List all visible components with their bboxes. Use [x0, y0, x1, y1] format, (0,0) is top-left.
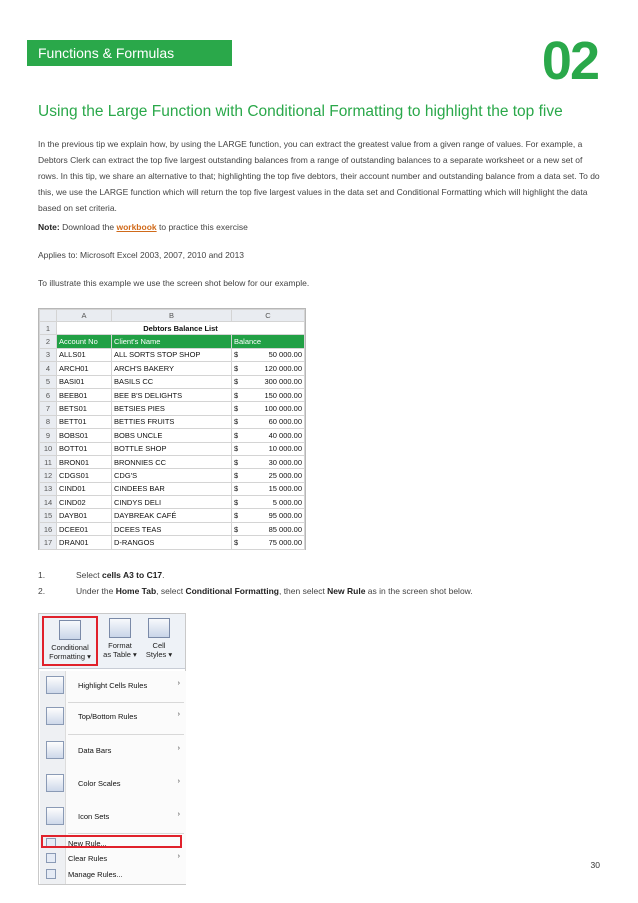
- account-cell: BOBS01: [57, 429, 112, 442]
- header-balance: Balance: [232, 335, 305, 348]
- menu-item-label: Color Scales: [78, 779, 121, 788]
- client-name-cell: DCEES TEAS: [112, 522, 232, 535]
- title-row: [40, 322, 305, 335]
- table-row: [40, 415, 305, 428]
- row-number: 7: [40, 402, 57, 415]
- table-row: [40, 402, 305, 415]
- step-number: 1.: [38, 570, 46, 580]
- button-label: Format: [108, 641, 132, 650]
- row-number: 6: [40, 388, 57, 401]
- conditional-formatting-menu: [40, 671, 186, 884]
- table-row: [40, 522, 305, 535]
- step-text: Select cells A3 to C17.: [76, 570, 165, 580]
- account-cell: ALLS01: [57, 348, 112, 361]
- menu-item-manage-rules[interactable]: [40, 867, 186, 881]
- account-cell: DAYB01: [57, 509, 112, 522]
- step-text: Under the Home Tab, select Conditional Formatting, then select New Rule as in the screen shot below.: [76, 586, 473, 596]
- client-name-cell: BOTTLE SHOP: [112, 442, 232, 455]
- account-cell: DRAN01: [57, 536, 112, 549]
- balance-cell: 60 000.00: [244, 415, 305, 428]
- account-cell: BASI01: [57, 375, 112, 388]
- row-number: 4: [40, 362, 57, 375]
- table-row: [40, 482, 305, 495]
- note-paragraph: [38, 219, 600, 235]
- row-number: 1: [40, 322, 57, 335]
- clear-rules-icon: [46, 853, 56, 863]
- client-name-cell: BETTIES FRUITS: [112, 415, 232, 428]
- account-cell: BEEB01: [57, 388, 112, 401]
- highlight-cells-icon: [46, 676, 64, 694]
- menu-item-icon-sets[interactable]: [40, 804, 186, 830]
- table-row: [40, 496, 305, 509]
- balance-cell: 300 000.00: [244, 375, 305, 388]
- color-scales-icon: [46, 774, 64, 792]
- menu-item-label: Highlight Cells Rules: [78, 681, 148, 690]
- balance-cell: 120 000.00: [244, 362, 305, 375]
- menu-item-clear-rules[interactable]: [40, 851, 186, 865]
- menu-item-label: Data Bars: [78, 746, 112, 755]
- cell-styles-button[interactable]: [141, 616, 177, 666]
- conditional-formatting-button[interactable]: [42, 616, 98, 666]
- ribbon-bar: [39, 614, 185, 669]
- client-name-cell: DAYBREAK CAFÉ: [112, 509, 232, 522]
- icon-sets-icon: [46, 807, 64, 825]
- currency-cell: $: [232, 442, 244, 455]
- client-name-cell: CINDYS DELI: [112, 496, 232, 509]
- balance-cell: 25 000.00: [244, 469, 305, 482]
- table-row: [40, 509, 305, 522]
- row-number: 12: [40, 469, 57, 482]
- submenu-arrow-icon: ›: [177, 853, 180, 860]
- currency-cell: $: [232, 375, 244, 388]
- button-label: Conditional: [51, 643, 89, 652]
- row-number: 2: [40, 335, 57, 348]
- account-cell: BRON01: [57, 455, 112, 468]
- col-header-c: C: [232, 310, 305, 322]
- balance-cell: 30 000.00: [244, 455, 305, 468]
- balance-cell: 10 000.00: [244, 442, 305, 455]
- client-name-cell: D-RANGOS: [112, 536, 232, 549]
- workbook-link[interactable]: workbook: [116, 222, 157, 232]
- menu-item-label: Manage Rules...: [68, 870, 123, 879]
- section-title: Functions & Formulas: [38, 45, 175, 61]
- intro-paragraph: In the previous tip we explain how, by using the LARGE function, you can extract the greatest value from a given range of values. For example, a Debtors Clerk can extract the top five largest outstanding balances from a range of outstanding balances to a separate worksheet or a new set of rows. In this tip, we share an alternative to that; highlighting the top five debtors, their account number and outstanding balance from a data set. To do this, we use the LARGE function which will return the top five largest values in the data set and Conditional Formatting which will highlight the data based on set criteria.: [38, 139, 600, 213]
- client-name-cell: BETSIES PIES: [112, 402, 232, 415]
- submenu-arrow-icon: ›: [177, 711, 180, 718]
- submenu-arrow-icon: ›: [177, 745, 180, 752]
- menu-item-data-bars[interactable]: [40, 738, 186, 764]
- table-row: [40, 455, 305, 468]
- currency-cell: $: [232, 482, 244, 495]
- button-label: Formatting ▾: [49, 652, 91, 661]
- conditional-formatting-icon: [59, 620, 81, 640]
- step-number: 2.: [38, 586, 46, 596]
- row-number: 15: [40, 509, 57, 522]
- manage-rules-icon: [46, 869, 56, 879]
- client-name-cell: ARCH'S BAKERY: [112, 362, 232, 375]
- col-header-b: B: [112, 310, 232, 322]
- submenu-arrow-icon: ›: [177, 680, 180, 687]
- account-cell: ARCH01: [57, 362, 112, 375]
- table-row: [40, 388, 305, 401]
- note-text-before: Download the: [62, 222, 115, 232]
- client-name-cell: BOBS UNCLE: [112, 429, 232, 442]
- row-number: 16: [40, 522, 57, 535]
- row-number: 13: [40, 482, 57, 495]
- cell-styles-icon: [148, 618, 170, 638]
- balance-cell: 75 000.00: [244, 536, 305, 549]
- spreadsheet-screenshot: [38, 308, 306, 550]
- table-row: [40, 469, 305, 482]
- currency-cell: $: [232, 429, 244, 442]
- currency-cell: $: [232, 455, 244, 468]
- currency-cell: $: [232, 348, 244, 361]
- menu-item-label: Clear Rules: [68, 854, 108, 863]
- account-cell: CIND01: [57, 482, 112, 495]
- currency-cell: $: [232, 496, 244, 509]
- sheet-title: Debtors Balance List: [57, 322, 305, 335]
- table-row: [40, 536, 305, 549]
- menu-item-label: New Rule...: [68, 839, 107, 848]
- client-name-cell: BASILS CC: [112, 375, 232, 388]
- table-row: [40, 442, 305, 455]
- row-number: 3: [40, 348, 57, 361]
- row-number: 14: [40, 496, 57, 509]
- balance-cell: 15 000.00: [244, 482, 305, 495]
- row-number: 9: [40, 429, 57, 442]
- client-name-cell: BRONNIES CC: [112, 455, 232, 468]
- account-cell: BOTT01: [57, 442, 112, 455]
- menu-item-label: Top/Bottom Rules: [78, 712, 138, 721]
- ribbon-menu-screenshot: [38, 613, 186, 885]
- section-bar: [27, 40, 232, 66]
- applies-paragraph: Applies to: Microsoft Excel 2003, 2007, 2010 and 2013: [38, 250, 245, 260]
- step-1: [38, 567, 473, 583]
- balance-cell: 5 000.00: [244, 496, 305, 509]
- account-cell: BETS01: [57, 402, 112, 415]
- account-cell: CDGS01: [57, 469, 112, 482]
- row-number: 5: [40, 375, 57, 388]
- row-number: 8: [40, 415, 57, 428]
- client-name-cell: BEE B'S DELIGHTS: [112, 388, 232, 401]
- client-name-cell: CINDEES BAR: [112, 482, 232, 495]
- submenu-arrow-icon: ›: [177, 811, 180, 818]
- data-bars-icon: [46, 741, 64, 759]
- currency-cell: $: [232, 522, 244, 535]
- balance-cell: 50 000.00: [244, 348, 305, 361]
- balance-cell: 95 000.00: [244, 509, 305, 522]
- menu-item-top-bottom-rules[interactable]: [40, 704, 186, 730]
- table-row: [40, 362, 305, 375]
- illustrate-paragraph: To illustrate this example we use the screen shot below for our example.: [38, 278, 310, 288]
- format-as-table-button[interactable]: [101, 616, 139, 666]
- button-label: Styles ▾: [145, 650, 173, 659]
- client-name-cell: ALL SORTS STOP SHOP: [112, 348, 232, 361]
- note-text-after: to practice this exercise: [159, 222, 248, 232]
- menu-item-label: Icon Sets: [78, 812, 110, 821]
- table-icon: [109, 618, 131, 638]
- row-number: 17: [40, 536, 57, 549]
- header-row: [40, 335, 305, 348]
- column-header-row: [40, 310, 305, 322]
- account-cell: BETT01: [57, 415, 112, 428]
- step-2: [38, 583, 473, 599]
- header-account-no: Account No: [57, 335, 112, 348]
- menu-separator: [68, 833, 184, 834]
- menu-item-highlight-cells-rules[interactable]: [40, 673, 186, 699]
- currency-cell: $: [232, 362, 244, 375]
- balance-cell: 85 000.00: [244, 522, 305, 535]
- steps-list: [38, 567, 473, 599]
- table-row: [40, 375, 305, 388]
- table-row: [40, 429, 305, 442]
- submenu-arrow-icon: ›: [177, 778, 180, 785]
- top-bottom-icon: [46, 707, 64, 725]
- balance-cell: 40 000.00: [244, 429, 305, 442]
- currency-cell: $: [232, 415, 244, 428]
- account-cell: CIND02: [57, 496, 112, 509]
- balance-cell: 150 000.00: [244, 388, 305, 401]
- button-label: Cell: [152, 641, 166, 650]
- debtors-table: [39, 309, 305, 550]
- currency-cell: $: [232, 388, 244, 401]
- page-number: 30: [590, 860, 600, 870]
- balance-cell: 100 000.00: [244, 402, 305, 415]
- menu-separator: [68, 702, 184, 703]
- button-label: as Table ▾: [103, 650, 137, 659]
- chapter-number: 02: [541, 31, 598, 91]
- col-header-a: A: [57, 310, 112, 322]
- currency-cell: $: [232, 469, 244, 482]
- article-heading: Using the Large Function with Conditional Formatting to highlight the top five: [38, 103, 563, 120]
- account-cell: DCEE01: [57, 522, 112, 535]
- currency-cell: $: [232, 536, 244, 549]
- currency-cell: $: [232, 509, 244, 522]
- client-name-cell: CDG'S: [112, 469, 232, 482]
- note-label: Note:: [38, 222, 60, 232]
- header-client-name: Client's Name: [112, 335, 232, 348]
- corner-cell: [40, 310, 57, 322]
- row-number: 10: [40, 442, 57, 455]
- currency-cell: $: [232, 402, 244, 415]
- row-number: 11: [40, 455, 57, 468]
- menu-separator: [68, 734, 184, 735]
- table-row: [40, 348, 305, 361]
- menu-item-color-scales[interactable]: [40, 771, 186, 797]
- new-rule-highlight-box: [41, 835, 182, 848]
